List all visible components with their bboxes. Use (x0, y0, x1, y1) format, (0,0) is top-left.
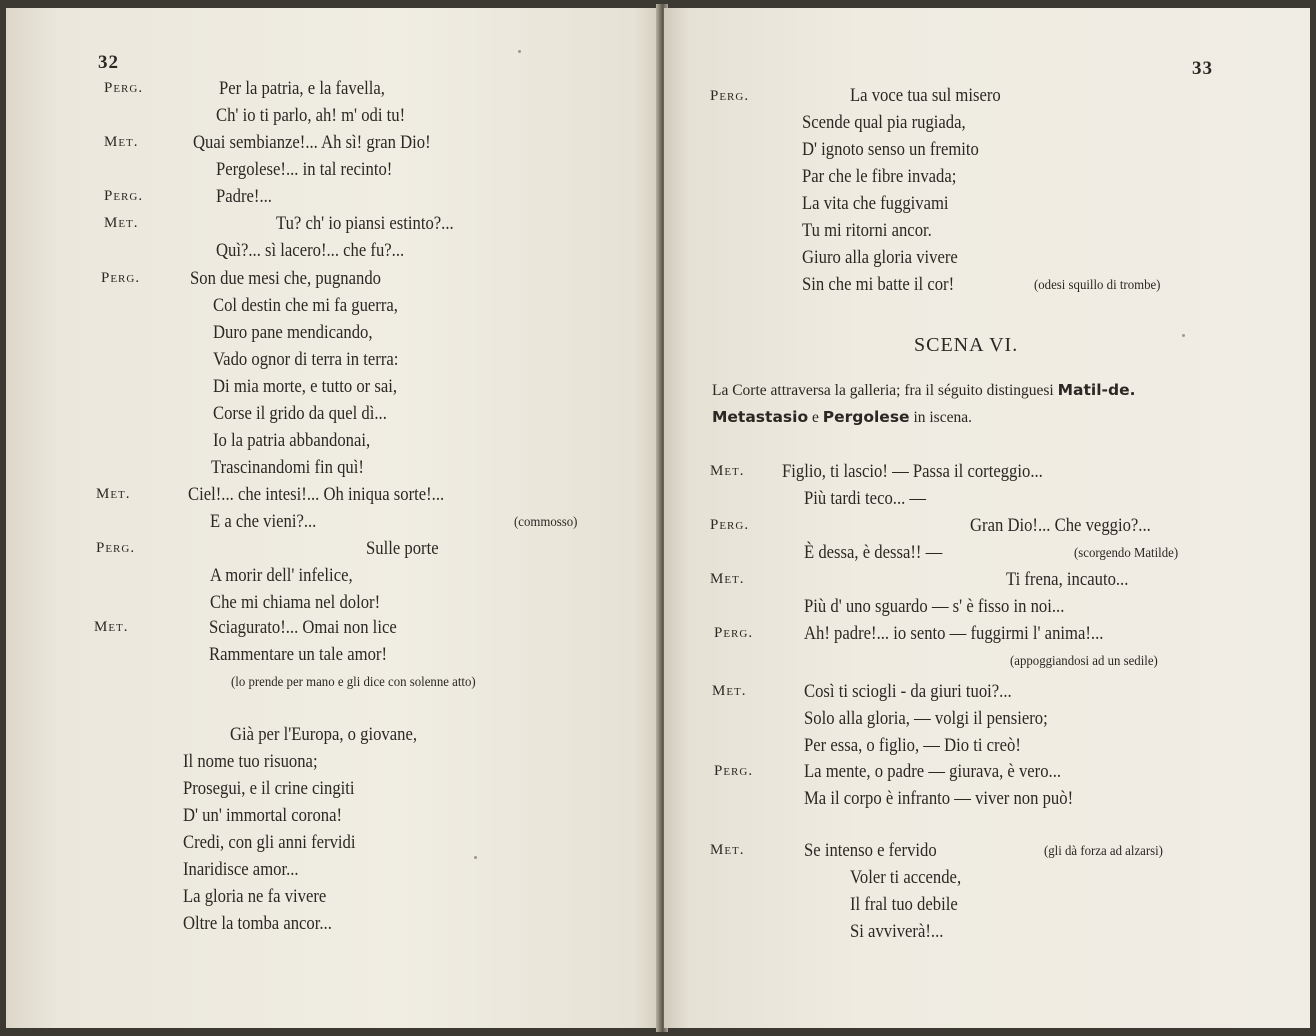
paper-speck (518, 50, 521, 53)
verse-line: Più tardi teco... — (804, 489, 927, 509)
stage-note-name-3: Pergolese (822, 408, 910, 426)
verse-line: Corse il grido da quel dì... (213, 404, 387, 424)
speaker-label: Met. (710, 463, 745, 479)
verse-line: D' un' immortal corona! (183, 806, 343, 826)
stage-direction: (scorgendo Matilde) (1074, 545, 1179, 560)
verse-line: Ti frena, incauto... (1006, 570, 1129, 590)
verse-line: Oltre la tomba ancor... (183, 914, 332, 934)
stage-note-end: in iscena. (913, 409, 972, 426)
verse-line: Son due mesi che, pugnando (190, 269, 381, 289)
verse-line: Ch' io ti parlo, ah! m' odi tu! (216, 106, 406, 126)
verse-line: Tu? ch' io piansi estinto?... (276, 214, 454, 234)
verse-line: Vado ognor di terra in terra: (213, 350, 399, 370)
paper-speck (1182, 334, 1185, 337)
verse-line: Scende qual pia rugiada, (802, 113, 966, 133)
verse-line: Par che le fibre invada; (802, 167, 957, 187)
speaker-label: Met. (710, 571, 745, 587)
verse-line: Ah! padre!... io sento — fuggirmi l' anima!... (804, 624, 1104, 644)
verse-line: Credi, con gli anni fervidi (183, 833, 356, 853)
verse-line: Col destin che mi fa guerra, (213, 296, 398, 316)
verse-line: Per la patria, e la favella, (219, 79, 385, 99)
verse-line: D' ignoto senso un fremito (802, 140, 979, 160)
stage-direction: (commosso) (514, 514, 578, 529)
speaker-label: Met. (104, 215, 139, 231)
stage-direction: (lo prende per mano e gli dice con solenne atto) (231, 674, 476, 689)
verse-line: Il nome tuo risuona; (183, 752, 318, 772)
verse-line: Per essa, o figlio, — Dio ti creò! (804, 736, 1021, 756)
verse-line: La vita che fuggivami (802, 194, 949, 214)
stage-direction: (odesi squillo di trombe) (1034, 277, 1161, 292)
page-number: 33 (1192, 58, 1213, 79)
page-number: 32 (98, 52, 119, 73)
speaker-label: Perg. (714, 763, 754, 779)
speaker-label: Perg. (710, 517, 750, 533)
speaker-label: Met. (94, 619, 129, 635)
verse-line: Sciagurato!... Omai non lice (209, 618, 397, 638)
verse-line: A morir dell' infelice, (210, 566, 353, 586)
speaker-label: Perg. (104, 188, 144, 204)
paper-speck (474, 856, 477, 859)
verse-line: Sulle porte (366, 539, 439, 559)
verse-line: Prosegui, e il crine cingiti (183, 779, 355, 799)
verse-line: Trascinandomi fin quì! (211, 458, 364, 478)
verse-line: Così ti sciogli - da giuri tuoi?... (804, 682, 1012, 702)
verse-line: Inaridisce amor... (183, 860, 299, 880)
speaker-label: Perg. (96, 540, 136, 556)
speaker-label: Perg. (104, 80, 144, 96)
verse-line: La mente, o padre — giurava, è vero... (804, 762, 1062, 782)
speaker-label: Met. (96, 486, 131, 502)
verse-line: Il fral tuo debile (850, 895, 958, 915)
stage-direction: (appoggiandosi ad un sedile) (1010, 653, 1158, 668)
speaker-label: Met. (712, 683, 747, 699)
verse-line: Solo alla gloria, — volgi il pensiero; (804, 709, 1048, 729)
verse-line: Pergolese!... in tal recinto! (216, 160, 393, 180)
verse-line: Quì?... sì lacero!... che fu?... (216, 241, 405, 261)
verse-line: Figlio, ti lascio! — Passa il corteggio... (782, 462, 1043, 482)
speaker-label: Met. (710, 842, 745, 858)
speaker-label: Perg. (101, 270, 141, 286)
verse-line: Ciel!... che intesi!... Oh iniqua sorte!... (188, 485, 445, 505)
verse-line: La gloria ne fa vivere (183, 887, 327, 907)
verse-line: Se intenso e fervido (804, 841, 937, 861)
verse-line: È dessa, è dessa!! — (804, 543, 943, 563)
verse-line: Di mia morte, e tutto or sai, (213, 377, 398, 397)
verse-line: Tu mi ritorni ancor. (802, 221, 932, 241)
stage-direction: (gli dà forza ad alzarsi) (1044, 843, 1163, 858)
scene-heading: SCENA VI. (914, 334, 1019, 356)
verse-line: Duro pane mendicando, (213, 323, 373, 343)
verse-line: Giuro alla gloria vivere (802, 248, 958, 268)
verse-line: Ma il corpo è infranto — viver non può! (804, 789, 1074, 809)
stage-note (712, 377, 1232, 431)
verse-line: Quai sembianze!... Ah sì! gran Dio! (193, 133, 431, 153)
stage-note-conj: e (811, 409, 819, 426)
stage-note-name-2: Metastasio (712, 408, 809, 426)
verse-line: La voce tua sul misero (850, 86, 1001, 106)
verse-line: Già per l'Europa, o giovane, (230, 725, 418, 745)
verse-line: E a che vieni?... (210, 512, 317, 532)
verse-line: Si avviverà!... (850, 922, 944, 942)
verse-line: Gran Dio!... Che veggio?... (970, 516, 1151, 536)
speaker-label: Perg. (710, 88, 750, 104)
verse-line: Padre!... (216, 187, 272, 207)
verse-line: Rammentare un tale amor! (209, 645, 387, 665)
speaker-label: Met. (104, 134, 139, 150)
verse-line: Voler ti accende, (850, 868, 962, 888)
verse-line: Più d' uno sguardo — s' è fisso in noi... (804, 597, 1065, 617)
speaker-label: Perg. (714, 625, 754, 641)
stage-note-name-1: Matil-de. (1057, 381, 1136, 399)
verse-line: Che mi chiama nel dolor! (210, 593, 381, 613)
verse-line: Sin che mi batte il cor! (802, 275, 955, 295)
left-page (6, 8, 660, 1028)
stage-note-intro: La Corte attraversa la galleria; fra il séguito distinguesi (712, 382, 1054, 399)
verse-line: Io la patria abbandonai, (213, 431, 371, 451)
right-page (664, 8, 1310, 1028)
